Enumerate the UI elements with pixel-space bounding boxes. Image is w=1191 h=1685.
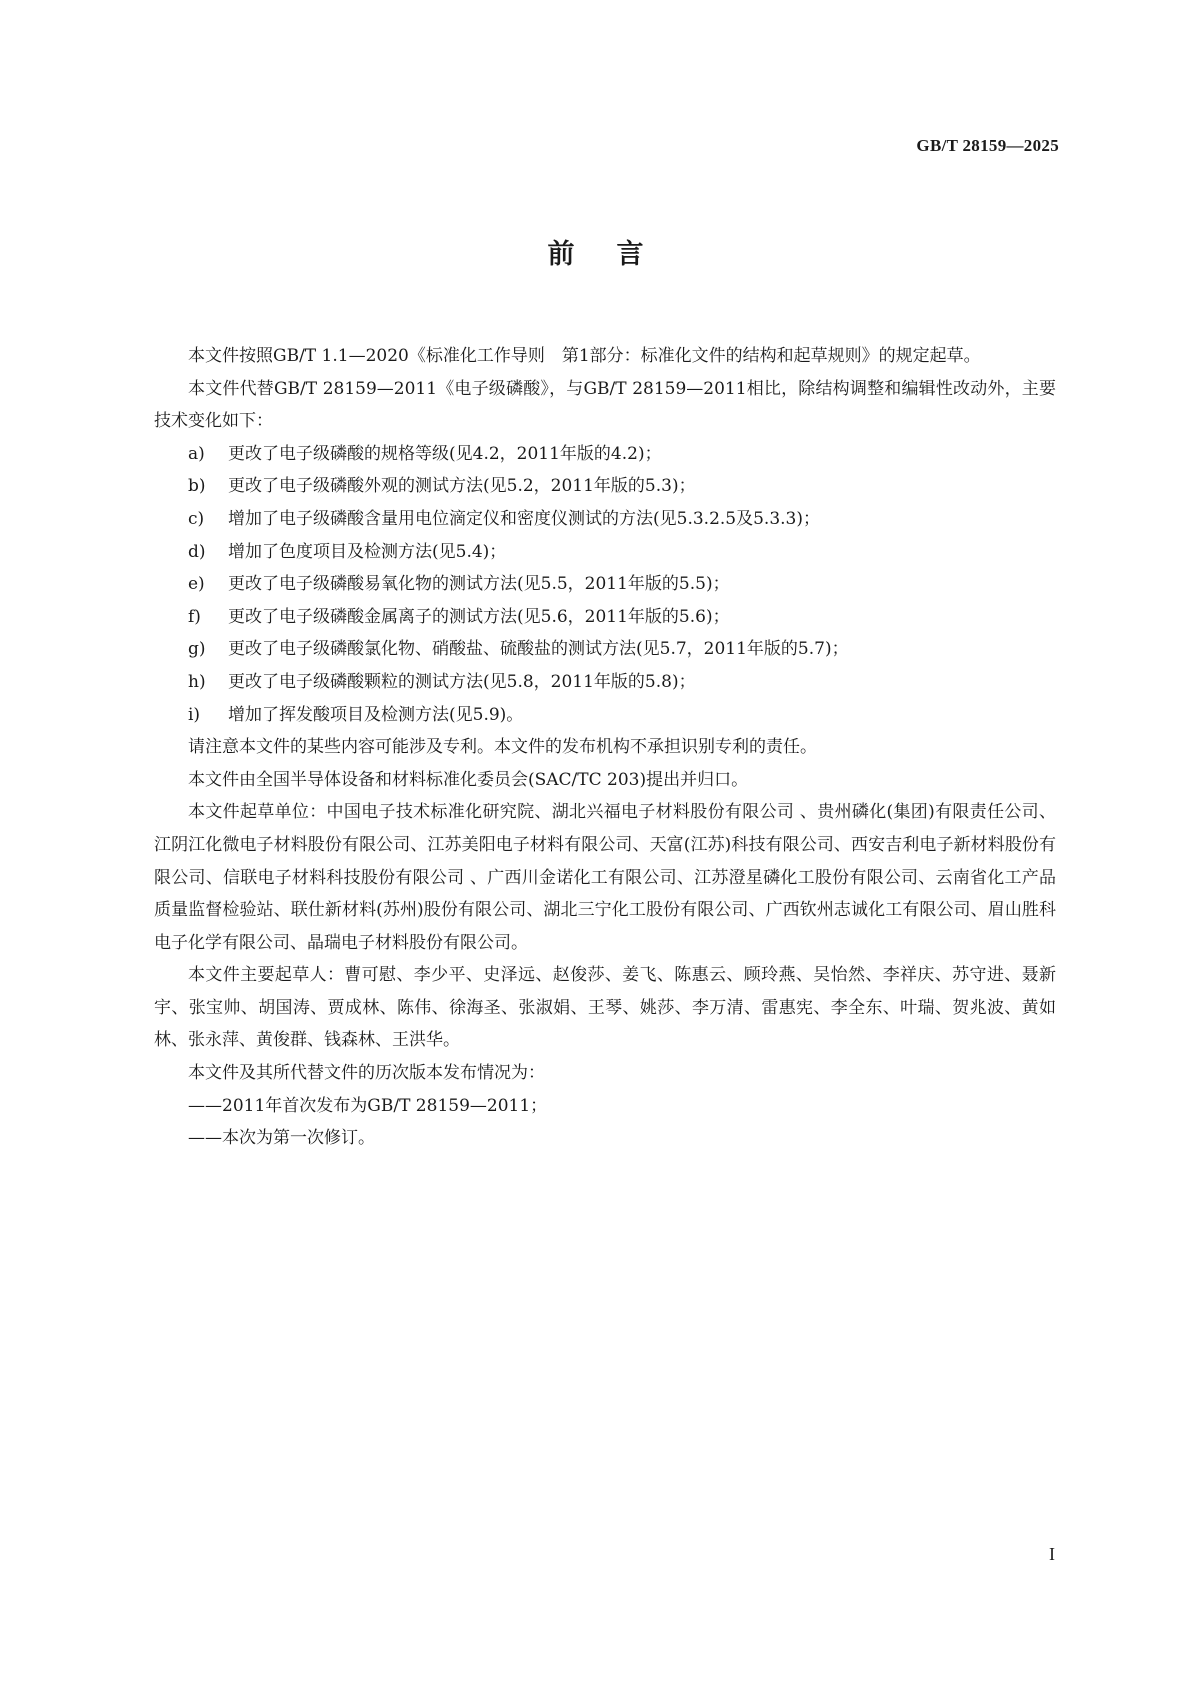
list-item bbox=[154, 503, 1056, 536]
list-item-text: 更改了电子级磷酸易氧化物的测试方法(见5.5，2011年版的5.5)； bbox=[228, 574, 730, 595]
page-number: I bbox=[1049, 1544, 1055, 1564]
list-marker: d) bbox=[188, 541, 206, 562]
list-item-text: 更改了电子级磷酸外观的测试方法(见5.2，2011年版的5.3)； bbox=[228, 476, 696, 497]
history-item: ——本次为第一次修订。 bbox=[188, 1128, 375, 1149]
list-item bbox=[154, 536, 1056, 569]
paragraph-drafting-units: 本文件起草单位：中国电子技术标准化研究院、湖北兴福电子材料股份有限公司 、贵州磷化(集团)有限责任公司、江阴江化微电子材料股份有限公司、江苏美阳电子材料有限公司、天富(江苏)科技有限公司、西安吉利电子新材料股份有限公司、信联电子材料科技股份有限公司 、广西川金诺化工有限公司、江苏澄星磷化工股份有限公司、云南省化工产品质量监督检验站、联仕新材料(苏州)股份有限公司、湖北三宁化工股份有限公司、广西钦州志诚化工有限公司、眉山胜科电子化学有限公司、晶瑞电子材料股份有限公司。 bbox=[154, 802, 1056, 953]
list-marker: b) bbox=[188, 476, 206, 497]
foreword-body bbox=[154, 340, 1056, 1155]
list-marker: g) bbox=[188, 639, 206, 660]
paragraph-replacement: 本文件代替GB/T 28159—2011《电子级磷酸》，与GB/T 28159—2011相比，除结构调整和编辑性改动外，主要技术变化如下： bbox=[154, 378, 1056, 432]
list-marker: i) bbox=[188, 704, 201, 725]
list-item bbox=[154, 470, 1056, 503]
list-marker: h) bbox=[188, 671, 206, 692]
list-item-text: 更改了电子级磷酸的规格等级(见4.2，2011年版的4.2)； bbox=[228, 443, 662, 464]
list-marker: e) bbox=[188, 574, 205, 595]
list-item bbox=[154, 568, 1056, 601]
paragraph-version-history: 本文件及其所代替文件的历次版本发布情况为： bbox=[188, 1063, 545, 1084]
list-item bbox=[154, 699, 1056, 732]
paragraph-patent-notice: 请注意本文件的某些内容可能涉及专利。本文件的发布机构不承担识别专利的责任。 bbox=[188, 737, 817, 758]
list-marker: f) bbox=[188, 606, 201, 627]
paragraph-drafters: 本文件主要起草人：曹可慰、李少平、史泽远、赵俊莎、姜飞、陈惠云、顾玲燕、吴怡然、李祥庆、苏守进、聂新宇、张宝帅、胡国涛、贾成林、陈伟、徐海圣、张淑娟、王琴、姚莎、李万清、雷惠宪、李全东、叶瑞、贺兆波、黄如林、张永萍、黄俊群、钱森林、王洪华。 bbox=[154, 965, 1056, 1051]
list-item-text: 增加了色度项目及检测方法(见5.4)； bbox=[228, 541, 507, 562]
paragraph-proposer: 本文件由全国半导体设备和材料标准化委员会(SAC/TC 203)提出并归口。 bbox=[188, 769, 749, 790]
history-item: ——2011年首次发布为GB/T 28159—2011； bbox=[188, 1095, 548, 1116]
list-item bbox=[154, 601, 1056, 634]
list-item-text: 更改了电子级磷酸颗粒的测试方法(见5.8，2011年版的5.8)； bbox=[228, 671, 696, 692]
list-item bbox=[154, 666, 1056, 699]
list-item-text: 增加了挥发酸项目及检测方法(见5.9)。 bbox=[228, 704, 524, 725]
list-marker: a) bbox=[188, 443, 205, 464]
list-item bbox=[154, 633, 1056, 666]
paragraph-drafting-rules: 本文件按照GB/T 1.1—2020《标准化工作导则 第1部分：标准化文件的结构和起草规则》的规定起草。 bbox=[188, 346, 981, 366]
list-item bbox=[154, 438, 1056, 471]
list-item-text: 增加了电子级磷酸含量用电位滴定仪和密度仪测试的方法(见5.3.2.5及5.3.3)； bbox=[228, 508, 820, 529]
list-item-text: 更改了电子级磷酸金属离子的测试方法(见5.6，2011年版的5.6)； bbox=[228, 606, 730, 627]
list-item-text: 更改了电子级磷酸氯化物、硝酸盐、硫酸盐的测试方法(见5.7，2011年版的5.7)； bbox=[228, 639, 849, 660]
page-title: 前言 bbox=[547, 239, 686, 270]
standard-code: GB/T 28159—2025 bbox=[916, 136, 1059, 155]
list-marker: c) bbox=[188, 508, 205, 529]
